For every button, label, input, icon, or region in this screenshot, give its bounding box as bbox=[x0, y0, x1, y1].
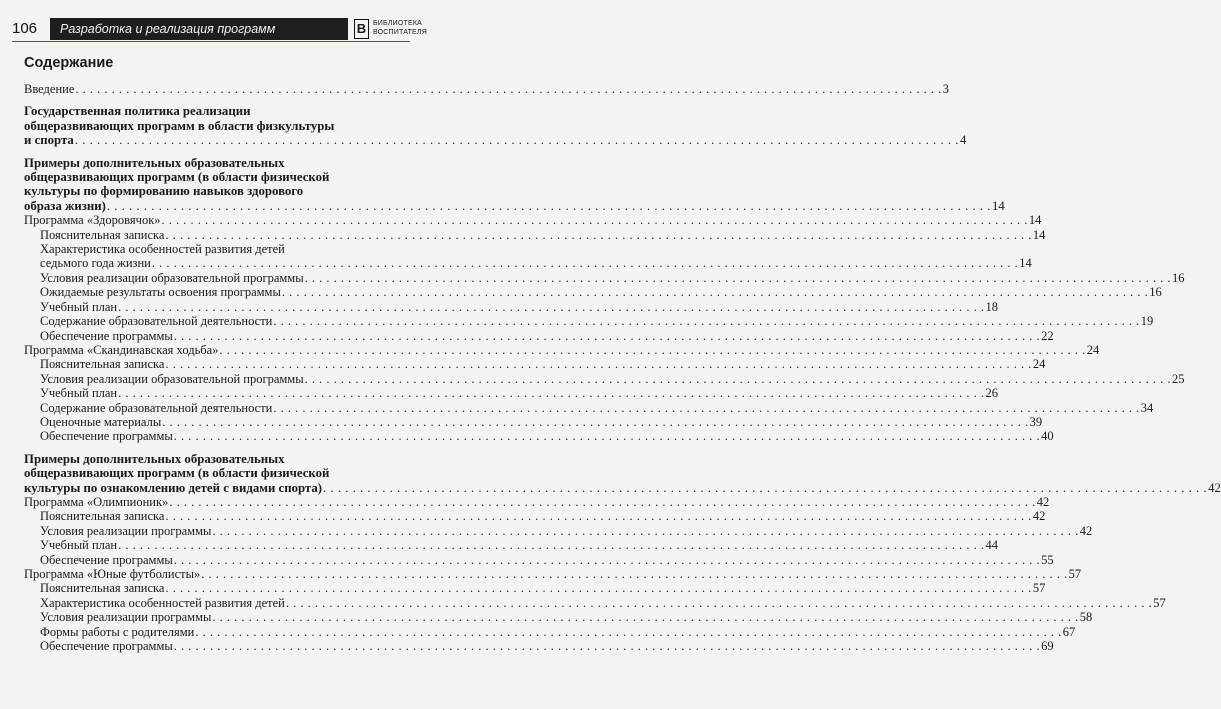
series-name bbox=[373, 19, 427, 37]
toc-entry bbox=[24, 270, 1185, 285]
page-header bbox=[12, 18, 427, 40]
dot-leader: . . . . . . . . . . . . . . . . . . . . . . . . . . . . . . . . . . . . . . . . . . . . . . . . . . . . . . . . . . . . . . . . . . . . . . . . . . . . . . . . . . . . . . . . . . . . . . . . . . . . . . . . . . . . . . . . . . . . . . . . bbox=[118, 386, 985, 401]
toc-entry-text: Пояснительная записка bbox=[40, 227, 165, 242]
toc-page-number: 42 bbox=[1079, 523, 1093, 538]
dot-leader: . . . . . . . . . . . . . . . . . . . . . . . . . . . . . . . . . . . . . . . . . . . . . . . . . . . . . . . . . . . . . . . . . . . . . . . . . . . . . . . . . . . . . . . . . . . . . . . . . . . . . . . . . . . . . . . . . . . . . . . . bbox=[106, 198, 991, 213]
toc-entry-text: Программа «Юные футболисты» bbox=[24, 567, 201, 581]
toc-entry bbox=[24, 299, 998, 314]
toc-entry bbox=[24, 285, 1162, 300]
toc-page-number: 57 bbox=[1068, 567, 1082, 581]
dot-leader: . . . . . . . . . . . . . . . . . . . . . . . . . . . . . . . . . . . . . . . . . . . . . . . . . . . . . . . . . . . . . . . . . . . . . . . . . . . . . . . . . . . . . . . . . . . . . . . . . . . . . . . . . . . . . . . . . . . . . . . . bbox=[74, 133, 959, 148]
toc-entry-text: Оценочные материалы bbox=[40, 414, 162, 429]
toc-entry-text: Содержание образовательной деятельности bbox=[40, 400, 273, 415]
toc-entry bbox=[24, 328, 1054, 343]
toc-entry bbox=[24, 386, 998, 401]
toc-entry-text: Программа «Здоровячок» bbox=[24, 213, 161, 228]
series-name-line1: БИБЛИОТЕКА bbox=[373, 20, 422, 27]
table-of-contents bbox=[24, 82, 1221, 654]
dot-leader: . . . . . . . . . . . . . . . . . . . . . . . . . . . . . . . . . . . . . . . . . . . . . . . . . . . . . . . . . . . . . . . . . . . . . . . . . . . . . . . . . . . . . . . . . . . . . . . . . . . . . . . . . . . . . . . . . . . . . . . . bbox=[304, 270, 1171, 285]
toc-entry bbox=[24, 523, 1093, 538]
page-number: 106 bbox=[12, 20, 38, 37]
toc-page-number: 67 bbox=[1062, 624, 1076, 639]
toc-entry-text: Обеспечение программы bbox=[40, 552, 173, 567]
toc-page-number: 42 bbox=[1032, 509, 1046, 524]
dot-leader: . . . . . . . . . . . . . . . . . . . . . . . . . . . . . . . . . . . . . . . . . . . . . . . . . . . . . . . . . . . . . . . . . . . . . . . . . . . . . . . . . . . . . . . . . . . . . . . . . . . . . . . . . . . . . . . . . . . . . . . . bbox=[173, 328, 1041, 343]
toc-page-number: 57 bbox=[1153, 595, 1166, 610]
toc-entry bbox=[24, 581, 1046, 596]
toc-page-number: 14 bbox=[1019, 256, 1032, 271]
dot-leader: . . . . . . . . . . . . . . . . . . . . . . . . . . . . . . . . . . . . . . . . . . . . . . . . . . . . . . . . . . . . . . . . . . . . . . . . . . . . . . . . . . . . . . . . . . . . . . . . . . . . . . . . . . . . . . . . . . . . . . . . bbox=[273, 314, 1140, 329]
toc-page-number: 42 bbox=[1208, 480, 1221, 495]
dot-leader: . . . . . . . . . . . . . . . . . . . . . . . . . . . . . . . . . . . . . . . . . . . . . . . . . . . . . . . . . . . . . . . . . . . . . . . . . . . . . . . . . . . . . . . . . . . . . . . . . . . . . . . . . . . . . . . . . . . . . . . . bbox=[165, 581, 1032, 596]
toc-entry-text: Программа «Скандинавская ходьба» bbox=[24, 342, 219, 357]
toc-page-number: 24 bbox=[1086, 342, 1100, 357]
toc-page-number: 14 bbox=[1028, 213, 1042, 228]
toc-page-number: 25 bbox=[1171, 371, 1185, 386]
toc-page-number: 14 bbox=[991, 198, 1005, 213]
dot-leader: . . . . . . . . . . . . . . . . . . . . . . . . . . . . . . . . . . . . . . . . . . . . . . . . . . . . . . . . . . . . . . . . . . . . . . . . . . . . . . . . . . . . . . . . . . . . . . . . . . . . . . . . . . . . . . . . . . . . . . . . bbox=[169, 494, 1036, 509]
dot-leader: . . . . . . . . . . . . . . . . . . . . . . . . . . . . . . . . . . . . . . . . . . . . . . . . . . . . . . . . . . . . . . . . . . . . . . . . . . . . . . . . . . . . . . . . . . . . . . . . . . . . . . . . . . . . . . . . . . . . . . . . bbox=[165, 509, 1032, 524]
dot-leader: . . . . . . . . . . . . . . . . . . . . . . . . . . . . . . . . . . . . . . . . . . . . . . . . . . . . . . . . . . . . . . . . . . . . . . . . . . . . . . . . . . . . . . . . . . . . . . . . . . . . . . . . . . . . . . . . . . . . . . . . bbox=[161, 213, 1028, 228]
dot-leader: . . . . . . . . . . . . . . . . . . . . . . . . . . . . . . . . . . . . . . . . . . . . . . . . . . . . . . . . . . . . . . . . . . . . . . . . . . . . . . . . . . . . . . . . . . . . . . . . . . . . . . . . . . . . . . . . . . . . . . . . bbox=[75, 82, 942, 96]
toc-entry bbox=[24, 624, 1076, 639]
toc-entry-text: общеразвивающих программ (в области физической bbox=[24, 466, 330, 481]
toc-entry-text: Введение bbox=[24, 82, 75, 96]
dot-leader: . . . . . . . . . . . . . . . . . . . . . . . . . . . . . . . . . . . . . . . . . . . . . . . . . . . . . . . . . . . . . . . . . . . . . . . . . . . . . . . . . . . . . . . . . . . . . . . . . . . . . . . . . . . . . . . . . . . . . . . . bbox=[162, 414, 1029, 429]
toc-title: Содержание bbox=[24, 55, 114, 71]
toc-entry bbox=[24, 552, 1054, 567]
toc-entry-text: Государственная политика реализации bbox=[24, 104, 251, 119]
toc-page-number: 42 bbox=[1036, 494, 1050, 509]
dot-leader: . . . . . . . . . . . . . . . . . . . . . . . . . . . . . . . . . . . . . . . . . . . . . . . . . . . . . . . . . . . . . . . . . . . . . . . . . . . . . . . . . . . . . . . . . . . . . . . . . . . . . . . . . . . . . . . . . . . . . . . . bbox=[273, 400, 1140, 415]
dot-leader: . . . . . . . . . . . . . . . . . . . . . . . . . . . . . . . . . . . . . . . . . . . . . . . . . . . . . . . . . . . . . . . . . . . . . . . . . . . . . . . . . . . . . . . . . . . . . . . . . . . . . . . . . . . . . . . . . . . . . . . . bbox=[165, 357, 1032, 372]
toc-entry-text: Обеспечение программы bbox=[40, 328, 173, 343]
series-logo bbox=[354, 18, 427, 40]
toc-page-number: 18 bbox=[985, 299, 998, 314]
toc-entry-text: Характеристика особенностей развития детей bbox=[40, 242, 285, 257]
toc-page-number: 40 bbox=[1041, 429, 1054, 444]
toc-entry-text: общеразвивающих программ (в области физической bbox=[24, 170, 330, 185]
toc-entry bbox=[24, 639, 1054, 654]
toc-entry-text: Учебный план bbox=[40, 386, 118, 401]
toc-entry-text: культуры по формированию навыков здорового bbox=[24, 184, 304, 199]
toc-page-number: 19 bbox=[1140, 314, 1154, 329]
toc-entry-text: Формы работы с родителями bbox=[40, 624, 195, 639]
toc-entry-text: Характеристика особенностей развития детей bbox=[40, 595, 285, 610]
toc-page-number: 34 bbox=[1140, 400, 1154, 415]
dot-leader: . . . . . . . . . . . . . . . . . . . . . . . . . . . . . . . . . . . . . . . . . . . . . . . . . . . . . . . . . . . . . . . . . . . . . . . . . . . . . . . . . . . . . . . . . . . . . . . . . . . . . . . . . . . . . . . . . . . . . . . . bbox=[201, 567, 1068, 581]
toc-page-number: 3 bbox=[942, 82, 950, 96]
toc-entry bbox=[24, 371, 1185, 386]
dot-leader: . . . . . . . . . . . . . . . . . . . . . . . . . . . . . . . . . . . . . . . . . . . . . . . . . . . . . . . . . . . . . . . . . . . . . . . . . . . . . . . . . . . . . . . . . . . . . . . . . . . . . . . . . . . . . . . . . . . . . . . . bbox=[118, 538, 985, 553]
toc-entry bbox=[24, 595, 1166, 610]
toc-entry bbox=[24, 82, 950, 96]
dot-leader: . . . . . . . . . . . . . . . . . . . . . . . . . . . . . . . . . . . . . . . . . . . . . . . . . . . . . . . . . . . . . . . . . . . . . . . . . . . . . . . . . . . . . . . . . . . . . . . . . . . . . . . . . . . . . . . . . . . . . . . . bbox=[212, 523, 1079, 538]
toc-entry bbox=[24, 414, 1043, 429]
series-letter-icon: В bbox=[354, 19, 369, 39]
toc-entry bbox=[24, 155, 1005, 214]
dot-leader: . . . . . . . . . . . . . . . . . . . . . . . . . . . . . . . . . . . . . . . . . . . . . . . . . . . . . . . . . . . . . . . . . . . . . . . . . . . . . . . . . . . . . . . . . . . . . . . . . . . . . . . . . . . . . . . . . . . . . . . . bbox=[195, 624, 1062, 639]
running-title: Разработка и реализация программ bbox=[50, 18, 348, 40]
toc-entry-text: Обеспечение программы bbox=[40, 429, 173, 444]
toc-entry-text: образа жизни) bbox=[24, 198, 106, 213]
toc-entry bbox=[24, 314, 1154, 329]
toc-entry bbox=[24, 242, 1032, 271]
toc-entry-text: общеразвивающих программ в области физкультуры bbox=[24, 118, 335, 133]
toc-entry bbox=[24, 104, 967, 148]
dot-leader: . . . . . . . . . . . . . . . . . . . . . . . . . . . . . . . . . . . . . . . . . . . . . . . . . . . . . . . . . . . . . . . . . . . . . . . . . . . . . . . . . . . . . . . . . . . . . . . . . . . . . . . . . . . . . . . . . . . . . . . . bbox=[165, 227, 1032, 242]
toc-page-number: 24 bbox=[1032, 357, 1046, 372]
toc-entry bbox=[24, 213, 1042, 228]
dot-leader: . . . . . . . . . . . . . . . . . . . . . . . . . . . . . . . . . . . . . . . . . . . . . . . . . . . . . . . . . . . . . . . . . . . . . . . . . . . . . . . . . . . . . . . . . . . . . . . . . . . . . . . . . . . . . . . . . . . . . . . . bbox=[285, 595, 1153, 610]
toc-page-number: 69 bbox=[1041, 639, 1054, 654]
toc-entry-text: Пояснительная записка bbox=[40, 509, 165, 524]
toc-page-number: 4 bbox=[959, 133, 967, 148]
toc-entry-text: Примеры дополнительных образовательных bbox=[24, 451, 285, 466]
toc-entry-text: Условия реализации программы bbox=[40, 523, 212, 538]
toc-entry-text: Программа «Олимпионик» bbox=[24, 494, 169, 509]
toc-entry bbox=[24, 610, 1093, 625]
toc-entry bbox=[24, 509, 1046, 524]
toc-entry bbox=[24, 538, 998, 553]
toc-page-number: 55 bbox=[1041, 552, 1054, 567]
toc-page-number: 16 bbox=[1171, 270, 1185, 285]
toc-entry-text: Пояснительная записка bbox=[40, 581, 165, 596]
toc-entry bbox=[24, 400, 1154, 415]
dot-leader: . . . . . . . . . . . . . . . . . . . . . . . . . . . . . . . . . . . . . . . . . . . . . . . . . . . . . . . . . . . . . . . . . . . . . . . . . . . . . . . . . . . . . . . . . . . . . . . . . . . . . . . . . . . . . . . . . . . . . . . . bbox=[118, 299, 985, 314]
toc-page-number: 26 bbox=[985, 386, 998, 401]
toc-entry bbox=[24, 342, 1100, 357]
toc-entry-text: Условия реализации образовательной программы bbox=[40, 270, 304, 285]
toc-page-number: 44 bbox=[985, 538, 998, 553]
toc-page-number: 22 bbox=[1041, 328, 1054, 343]
toc-entry-text: Обеспечение программы bbox=[40, 639, 173, 654]
dot-leader: . . . . . . . . . . . . . . . . . . . . . . . . . . . . . . . . . . . . . . . . . . . . . . . . . . . . . . . . . . . . . . . . . . . . . . . . . . . . . . . . . . . . . . . . . . . . . . . . . . . . . . . . . . . . . . . . . . . . . . . . bbox=[281, 285, 1149, 300]
dot-leader: . . . . . . . . . . . . . . . . . . . . . . . . . . . . . . . . . . . . . . . . . . . . . . . . . . . . . . . . . . . . . . . . . . . . . . . . . . . . . . . . . . . . . . . . . . . . . . . . . . . . . . . . . . . . . . . . . . . . . . . . bbox=[219, 342, 1086, 357]
toc-page-number: 58 bbox=[1079, 610, 1093, 625]
dot-leader: . . . . . . . . . . . . . . . . . . . . . . . . . . . . . . . . . . . . . . . . . . . . . . . . . . . . . . . . . . . . . . . . . . . . . . . . . . . . . . . . . . . . . . . . . . . . . . . . . . . . . . . . . . . . . . . . . . . . . . . . bbox=[323, 480, 1208, 495]
toc-entry-text: Условия реализации образовательной программы bbox=[40, 371, 304, 386]
dot-leader: . . . . . . . . . . . . . . . . . . . . . . . . . . . . . . . . . . . . . . . . . . . . . . . . . . . . . . . . . . . . . . . . . . . . . . . . . . . . . . . . . . . . . . . . . . . . . . . . . . . . . . . . . . . . . . . . . . . . . . . . bbox=[304, 371, 1171, 386]
series-name-line2: ВОСПИТАТЕЛЯ bbox=[373, 29, 427, 36]
dot-leader: . . . . . . . . . . . . . . . . . . . . . . . . . . . . . . . . . . . . . . . . . . . . . . . . . . . . . . . . . . . . . . . . . . . . . . . . . . . . . . . . . . . . . . . . . . . . . . . . . . . . . . . . . . . . . . . . . . . . . . . . bbox=[173, 639, 1041, 654]
toc-entry-text: Учебный план bbox=[40, 299, 118, 314]
toc-page-number: 16 bbox=[1149, 285, 1162, 300]
toc-entry-text: и спорта bbox=[24, 133, 74, 148]
toc-entry bbox=[24, 429, 1054, 444]
toc-entry-text: культуры по ознакомлению детей с видами спорта) bbox=[24, 480, 323, 495]
toc-entry-text: Условия реализации программы bbox=[40, 610, 212, 625]
header-divider bbox=[12, 41, 410, 42]
toc-entry bbox=[24, 227, 1046, 242]
toc-entry-text: Ожидаемые результаты освоения программы bbox=[40, 285, 281, 300]
dot-leader: . . . . . . . . . . . . . . . . . . . . . . . . . . . . . . . . . . . . . . . . . . . . . . . . . . . . . . . . . . . . . . . . . . . . . . . . . . . . . . . . . . . . . . . . . . . . . . . . . . . . . . . . . . . . . . . . . . . . . . . . bbox=[173, 429, 1041, 444]
toc-entry bbox=[24, 357, 1046, 372]
toc-entry-text: седьмого года жизни bbox=[40, 256, 151, 271]
toc-page-number: 39 bbox=[1029, 414, 1043, 429]
toc-entry-text: Содержание образовательной деятельности bbox=[40, 314, 273, 329]
toc-entry-text: Пояснительная записка bbox=[40, 357, 165, 372]
dot-leader: . . . . . . . . . . . . . . . . . . . . . . . . . . . . . . . . . . . . . . . . . . . . . . . . . . . . . . . . . . . . . . . . . . . . . . . . . . . . . . . . . . . . . . . . . . . . . . . . . . . . . . . . . . . . . . . . . . . . . . . . bbox=[151, 256, 1019, 271]
dot-leader: . . . . . . . . . . . . . . . . . . . . . . . . . . . . . . . . . . . . . . . . . . . . . . . . . . . . . . . . . . . . . . . . . . . . . . . . . . . . . . . . . . . . . . . . . . . . . . . . . . . . . . . . . . . . . . . . . . . . . . . . bbox=[212, 610, 1079, 625]
toc-page-number: 14 bbox=[1032, 227, 1046, 242]
toc-entry-text: Учебный план bbox=[40, 538, 118, 553]
toc-page-number: 57 bbox=[1032, 581, 1046, 596]
toc-entry-text: Примеры дополнительных образовательных bbox=[24, 155, 285, 170]
toc-entry bbox=[24, 494, 1050, 509]
dot-leader: . . . . . . . . . . . . . . . . . . . . . . . . . . . . . . . . . . . . . . . . . . . . . . . . . . . . . . . . . . . . . . . . . . . . . . . . . . . . . . . . . . . . . . . . . . . . . . . . . . . . . . . . . . . . . . . . . . . . . . . . bbox=[173, 552, 1041, 567]
toc-entry bbox=[24, 451, 1221, 495]
toc-entry bbox=[24, 567, 1082, 581]
